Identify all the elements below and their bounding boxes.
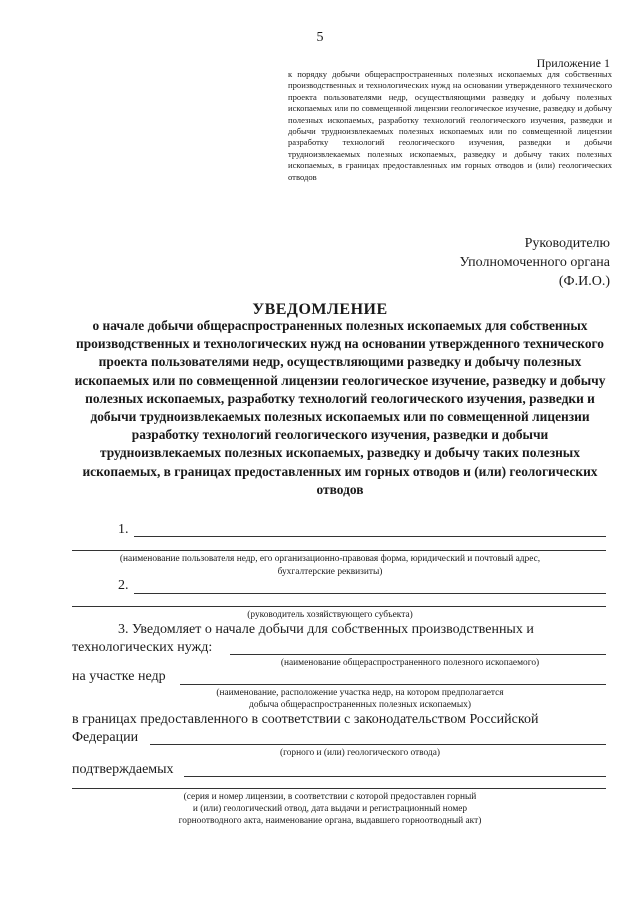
site-field[interactable] — [180, 684, 606, 685]
mineral-name-field[interactable] — [230, 654, 606, 655]
license-caption-2: и (или) геологический отвод, дата выдачи и регистрационный номер — [192, 804, 468, 814]
user-name-caption-2: бухгалтерские реквизиты) — [277, 567, 383, 577]
license-caption-1: (серия и номер лицензии, в соответствии с которой предоставлен горный — [183, 792, 477, 802]
site-caption-2: добыча общераспространенных полезных ископаемых) — [249, 700, 471, 710]
license-caption-3: горноотводного акта, наименование органа, выдавшего горноотводный акт) — [178, 816, 482, 826]
mineral-caption: (наименование общераспространенного полезного ископаемого) — [280, 658, 540, 668]
site-label: на участке недр — [72, 669, 166, 684]
user-name-caption-1: (наименование пользователя недр, его организационно-правовая форма, юридический и почтовый адрес, — [119, 554, 541, 564]
user-name-field-cont[interactable] — [72, 550, 606, 551]
manager-field-cont[interactable] — [72, 606, 606, 607]
item3-text-2: технологических нужд: — [72, 640, 213, 655]
bounds-label: Федерации — [72, 730, 139, 745]
confirmed-label: подтверждаемых — [72, 762, 174, 777]
manager-caption: (руководитель хозяйствующего субъекта) — [247, 610, 413, 620]
addressee-fio: (Ф.И.О.) — [558, 274, 610, 289]
addressee-organ: Уполномоченного органа — [459, 255, 610, 270]
appendix-text: к порядку добычи общераспространенных полезных ископаемых для собственных производственных и технологических нужд на основании утвержденного технического проекта пользователями недр, осуществляющими разведку и добычу полезных ископаемых или по совмещенной лицензии геологическое изучение, разведку и добычу полезных ископаемых, разработку технологий геологического изучения, разведки и добычи трудноизвлекаемых полезных ископаемых или по совмещенной лицензии разработку технологий геологического изучения, разведки и добычи трудноизвлекаемых полезных ископаемых, разведку и добычу таких полезных ископаемых, в границах предоставленных им горных отводов и (или) геологических отводов — [288, 69, 612, 182]
manager-field[interactable] — [134, 593, 606, 594]
license-field[interactable] — [184, 776, 606, 777]
page-number: 5 — [316, 30, 324, 45]
license-field-cont[interactable] — [72, 788, 606, 789]
addressee-title: Руководителю — [524, 236, 610, 251]
item1-number: 1. — [118, 522, 129, 537]
notice-subtitle: о начале добычи общераспространенных полезных ископаемых для собственных производственных и технологических нужд на основании утвержденного технического проекта пользователями недр, осуществляющими разведку и добычу полезных ископаемых или по совмещенной лицензии геологическое изучение, разведку и добычу полезных ископаемых, разработку технологий геологического изучения, разведки и добычи трудноизвлекаемых полезных ископаемых или по совмещенной лицензии разработку технологий геологического изучения, разведки и добычи трудноизвлекаемых полезных ископаемых, разведку и добычу таких полезных ископаемых, в границах предоставленных им горных отводов и (или) геологических отводов — [74, 318, 606, 497]
appendix-title: Приложение 1 — [536, 56, 610, 70]
bounds-text: в границах предоставленного в соответствии с законодательством Российской — [72, 712, 539, 727]
item2-number: 2. — [118, 578, 129, 593]
notice-title: УВЕДОМЛЕНИЕ — [252, 301, 388, 318]
item3-text-1: 3. Уведомляет о начале добычи для собственных производственных и — [118, 622, 534, 637]
bounds-field[interactable] — [150, 744, 606, 745]
user-name-field[interactable] — [134, 536, 606, 537]
bounds-caption: (горного и (или) геологического отвода) — [280, 748, 440, 758]
site-caption-1: (наименование, расположение участка недр, на котором предполагается — [216, 688, 504, 698]
